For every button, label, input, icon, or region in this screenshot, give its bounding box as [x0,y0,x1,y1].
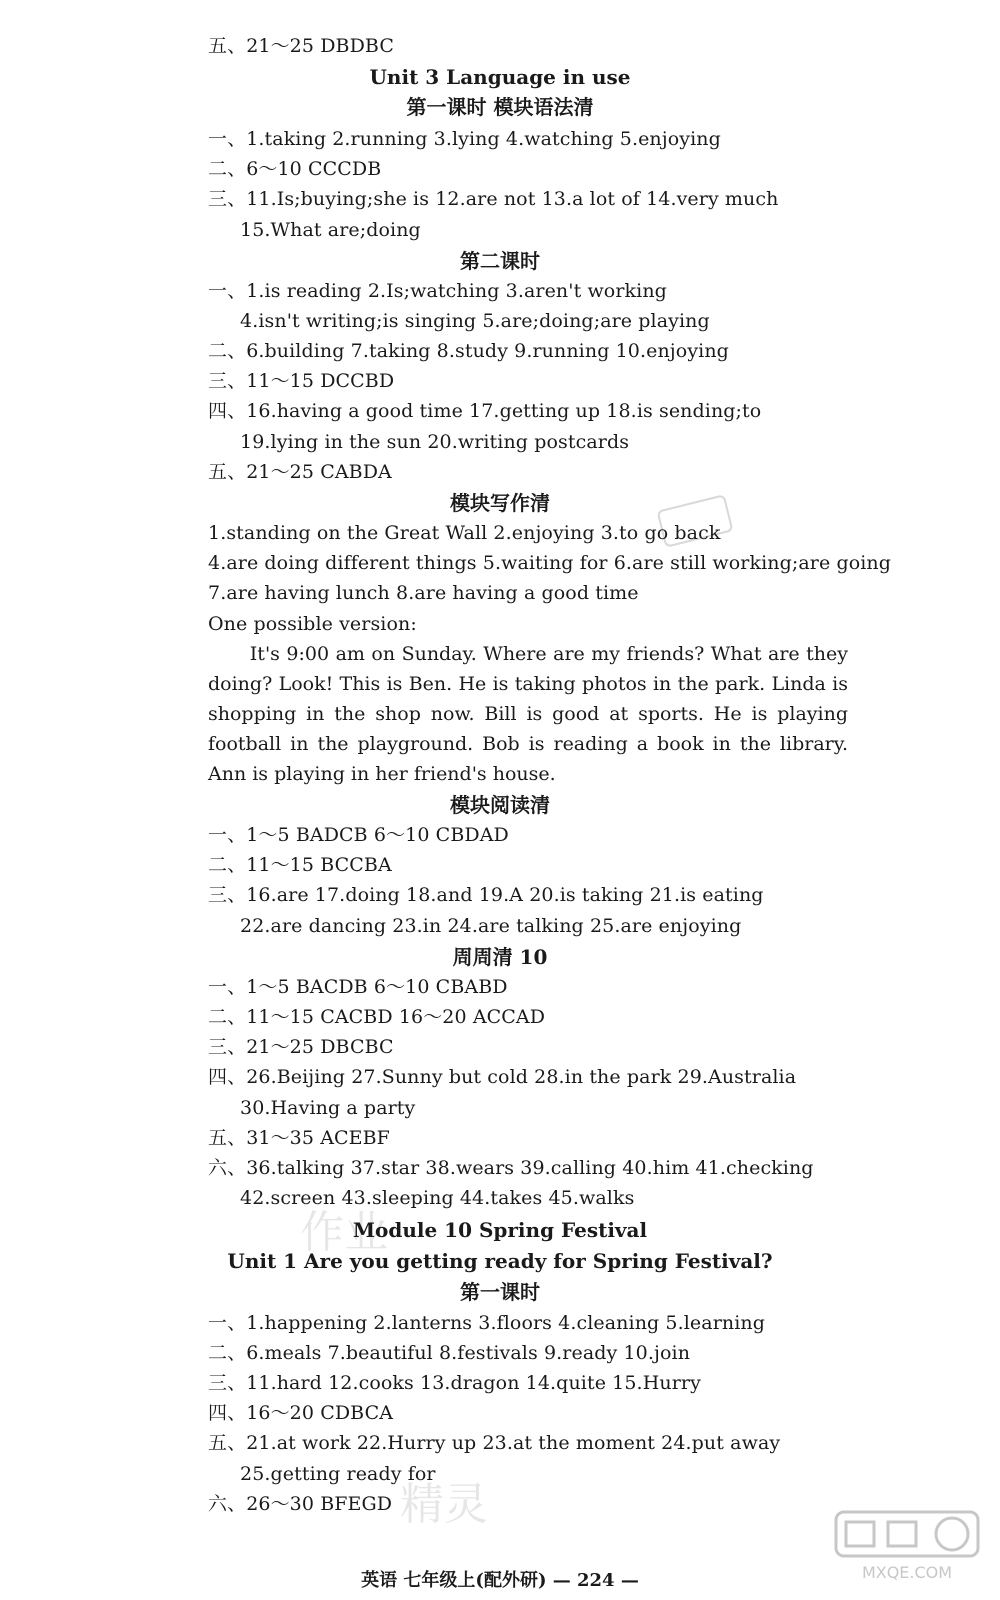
answer-line: 4.are doing different things 5.waiting for 6.are still working;are going [208,552,892,574]
essay-text: It's 9:00 am on Sunday. Where are my friends? What are they doing? Look! This is Ben. He is taking photos in the park. Linda is shopping in the shop now. Bill is good at sports. He is playing football in the playground. Bob is reading a book in the library. Ann is playing in her friend's house. [208,643,848,785]
answer-line: 4.isn't writing;is singing 5.are;doing;are playing [240,310,710,332]
answer-line: 一、1.is reading 2.Is;watching 3.aren't working [208,280,667,302]
answer-line: 19.lying in the sun 20.writing postcards [240,431,630,453]
section-heading: 周周清 10 [452,945,548,969]
answer-line: 六、36.talking 37.star 38.wears 39.calling 40.him 41.checking [208,1157,814,1179]
site-logo-watermark [832,1508,982,1584]
answer-line: 五、21～25 DBDBC [208,35,394,57]
answer-line: 四、16.having a good time 17.getting up 18.is sending;to [208,400,762,422]
unit-heading: Unit 3 Language in use [369,65,631,89]
section-heading: 模块阅读清 [450,793,550,817]
unit-heading: Unit 1 Are you getting ready for Spring Festival? [227,1249,773,1273]
section-heading: 模块写作清 [450,491,550,515]
answer-line: 三、11～15 DCCBD [208,370,395,392]
answer-line: 一、1.taking 2.running 3.lying 4.watching 5.enjoying [208,128,721,150]
answer-line: 30.Having a party [240,1097,416,1119]
section-heading: 第一课时 模块语法清 [406,95,594,119]
answer-line: 1.standing on the Great Wall 2.enjoying 3.to go back [208,522,721,544]
answer-line: 25.getting ready for [240,1463,436,1485]
answer-line: 五、31～35 ACEBF [208,1127,390,1149]
answer-line: 四、26.Beijing 27.Sunny but cold 28.in the park 29.Australia [208,1066,797,1088]
watermark-text: 精灵 [400,1479,488,1530]
answer-line: 三、21～25 DBCBC [208,1036,394,1058]
svg-text:MXQE.COM: MXQE.COM [861,1563,953,1582]
answer-line: 三、11.hard 12.cooks 13.dragon 14.quite 15.Hurry [208,1372,701,1394]
answer-line: 15.What are;doing [240,219,421,241]
answer-line: 一、1～5 BACDB 6～10 CBABD [208,976,508,998]
answer-line: 二、11～15 BCCBA [208,854,392,876]
section-heading: 第二课时 [460,249,540,273]
section-heading: 第一课时 [460,1280,540,1304]
answer-line: 三、11.Is;buying;she is 12.are not 13.a lot of 14.very much [208,188,779,210]
answer-line: 六、26～30 BFEGD [208,1493,393,1515]
watermark-text: 作业 [300,1207,388,1258]
module-heading: Module 10 Spring Festival [352,1218,648,1242]
answer-line: 四、16～20 CDBCA [208,1402,394,1424]
answer-line: 五、21.at work 22.Hurry up 23.at the moment 24.put away [208,1432,781,1454]
answer-line: 一、1.happening 2.lanterns 3.floors 4.cleaning 5.learning [208,1312,766,1334]
answer-line: 7.are having lunch 8.are having a good time [208,582,639,604]
answer-line: 一、1～5 BADCB 6～10 CBDAD [208,824,509,846]
answer-line: 42.screen 43.sleeping 44.takes 45.walks [240,1187,635,1209]
sample-essay [208,639,848,789]
page-footer: 英语 七年级上(配外研) — 224 — [361,1570,639,1591]
answer-line: 二、6～10 CCCDB [208,158,382,180]
answer-line: 二、11～15 CACBD 16～20 ACCAD [208,1006,546,1028]
answer-line: One possible version: [208,613,417,635]
answer-line: 二、6.meals 7.beautiful 8.festivals 9.ready 10.join [208,1342,691,1364]
answer-line: 五、21～25 CABDA [208,461,392,483]
answer-line: 三、16.are 17.doing 18.and 19.A 20.is taking 21.is eating [208,884,764,906]
answer-line: 二、6.building 7.taking 8.study 9.running 10.enjoying [208,340,729,362]
answer-line: 22.are dancing 23.in 24.are talking 25.are enjoying [240,915,742,937]
